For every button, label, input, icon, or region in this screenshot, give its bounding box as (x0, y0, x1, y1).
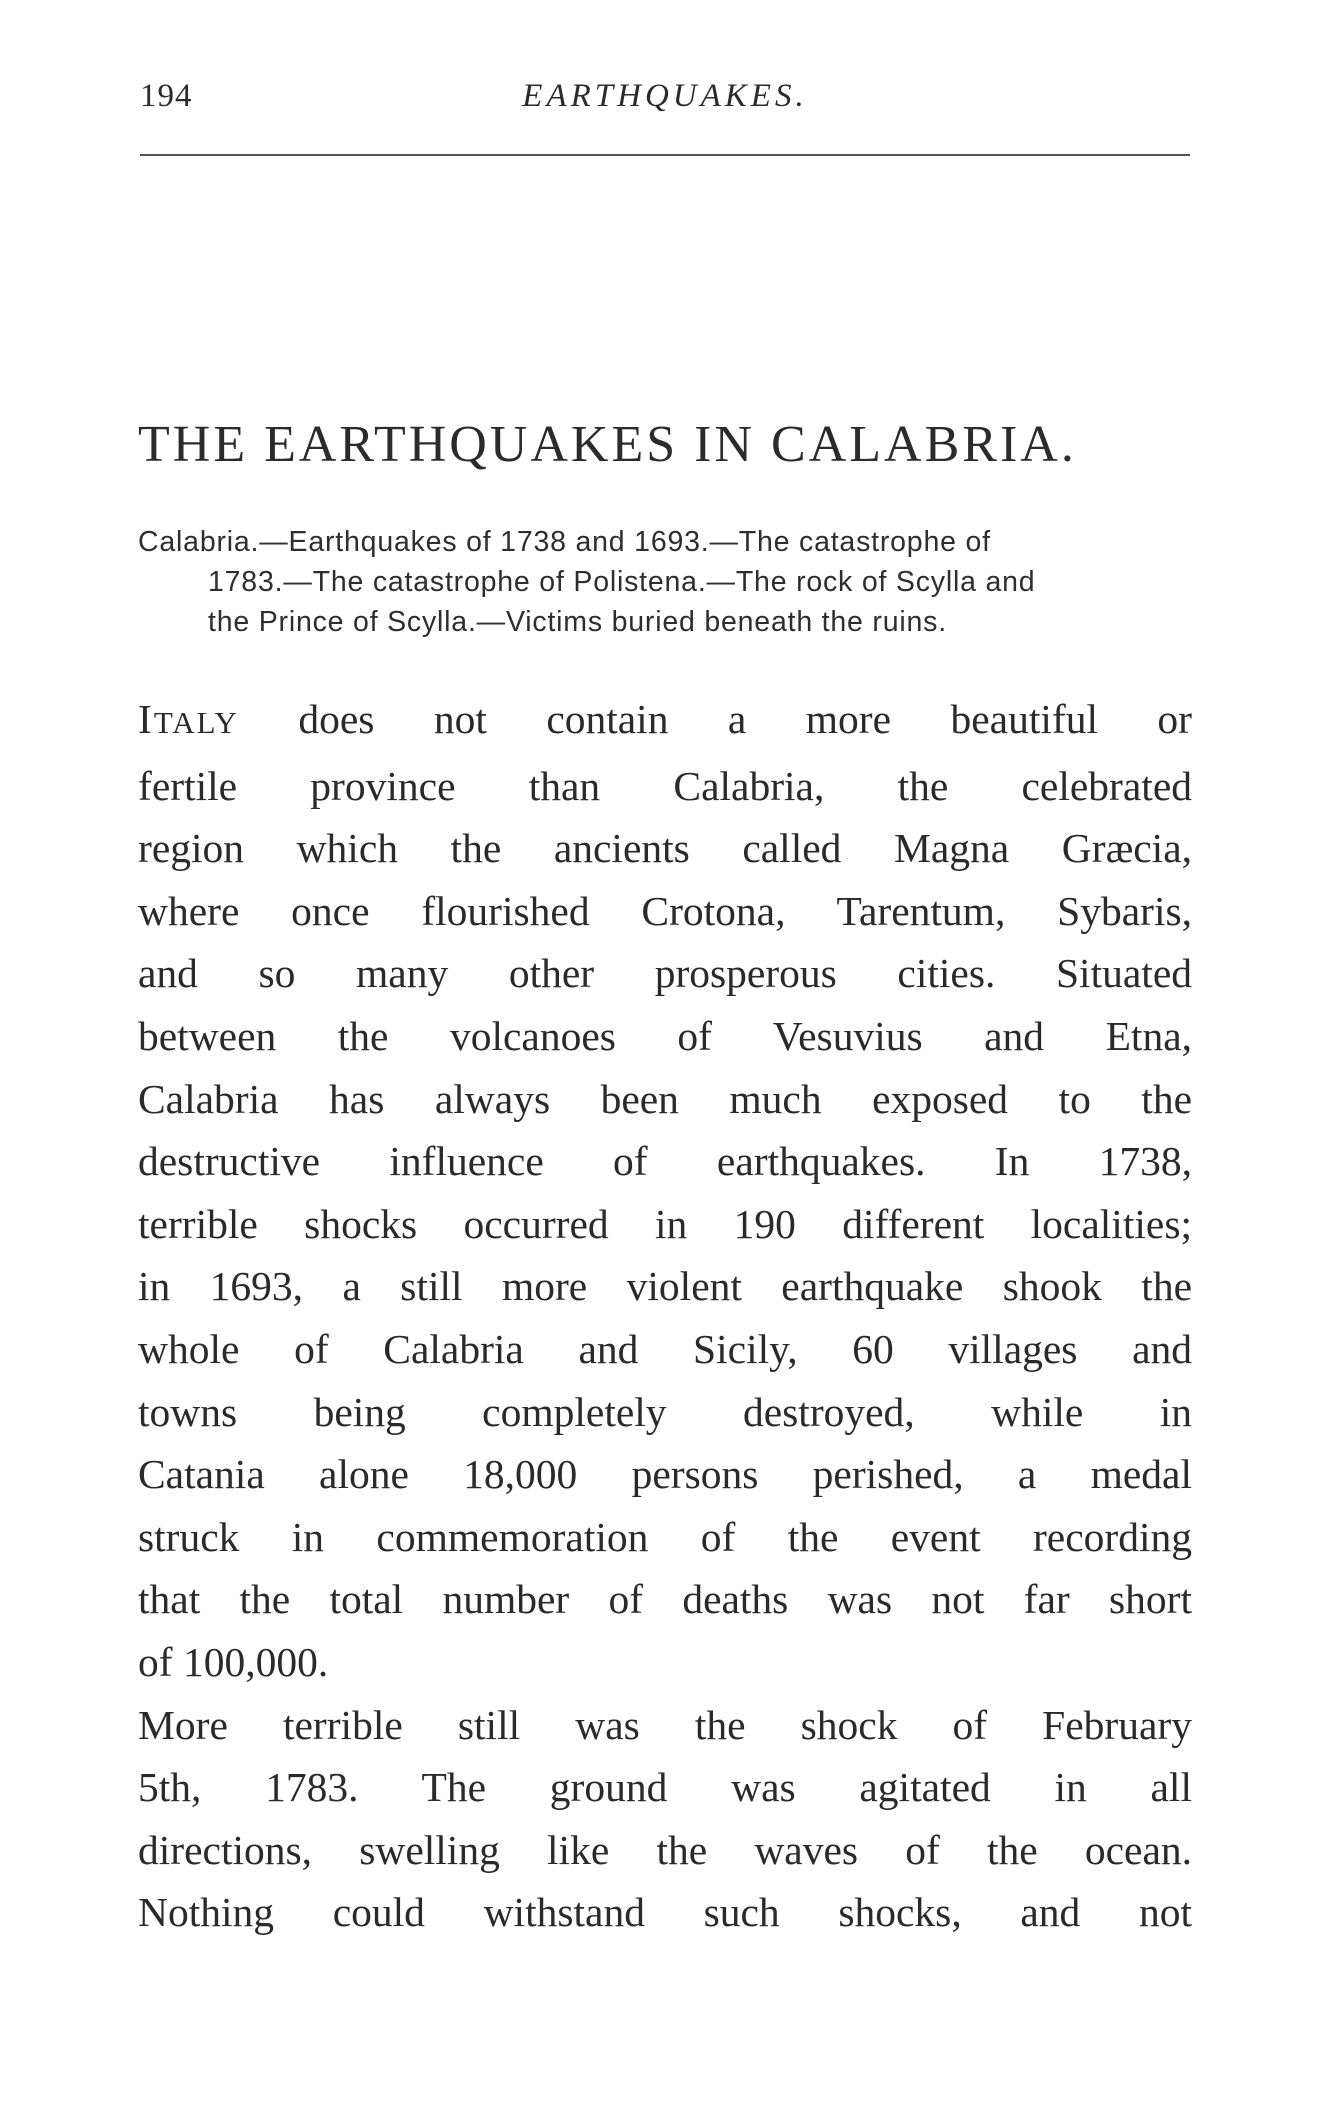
chapter-summary (138, 522, 1194, 642)
text-line: struck in commemoration of the event recording (138, 1513, 1192, 1560)
text-line: of 100,000. (138, 1638, 329, 1685)
text-line: between the volcanoes of Vesuvius and Etna, (138, 1012, 1192, 1059)
text-line: whole of Calabria and Sicily, 60 villages and (138, 1325, 1192, 1372)
text-line: towns being completely destroyed, while in (138, 1388, 1192, 1435)
summary-line: 1783.—The catastrophe of Polistena.—The rock of Scylla and (208, 566, 1036, 598)
text-line: Catania alone 18,000 persons perished, a medal (138, 1451, 1192, 1498)
header-rule (140, 154, 1190, 156)
text-line: destructive influence of earthquakes. In 1738, (138, 1138, 1192, 1185)
text-line: directions, swelling like the waves of the ocean. (138, 1826, 1192, 1873)
summary-line: the Prince of Scylla.—Victims buried beneath the ruins. (208, 606, 947, 638)
drop-word-rest: TALY (153, 705, 239, 740)
text-line: terrible shocks occurred in 190 different localities; (138, 1200, 1192, 1247)
text-line (138, 688, 1192, 755)
running-title: EARTHQUAKES. (522, 78, 808, 114)
paragraph-1 (138, 688, 1192, 1694)
text-line: More terrible still was the shock of February (138, 1701, 1192, 1748)
text-line: Calabria has always been much exposed to the (138, 1075, 1192, 1122)
text-line: that the total number of deaths was not far short (138, 1576, 1192, 1623)
summary-line: Calabria.—Earthquakes of 1738 and 1693.—The catastrophe of (138, 526, 991, 558)
drop-word-initial: I (138, 696, 154, 742)
running-head (140, 78, 1190, 128)
page-number: 194 (140, 78, 193, 114)
chapter-title: THE EARTHQUAKES IN CALABRIA. (138, 416, 1077, 473)
text-line: 5th, 1783. The ground was agitated in all (138, 1764, 1192, 1811)
paragraph-2 (138, 1694, 1192, 1944)
text-line: and so many other prosperous cities. Situated (138, 950, 1192, 997)
text-line: where once flourished Crotona, Tarentum, Sybaris, (138, 887, 1192, 934)
body-text (138, 688, 1192, 1944)
text-line: fertile province than Calabria, the celebrated (138, 762, 1192, 809)
text-line: Nothing could withstand such shocks, and not (138, 1889, 1192, 1936)
text-line: in 1693, a still more violent earthquake shook the (138, 1263, 1192, 1310)
text-line: region which the ancients called Magna Græcia, (138, 825, 1192, 872)
text-line-content: does not contain a more beautiful or (238, 696, 1192, 742)
